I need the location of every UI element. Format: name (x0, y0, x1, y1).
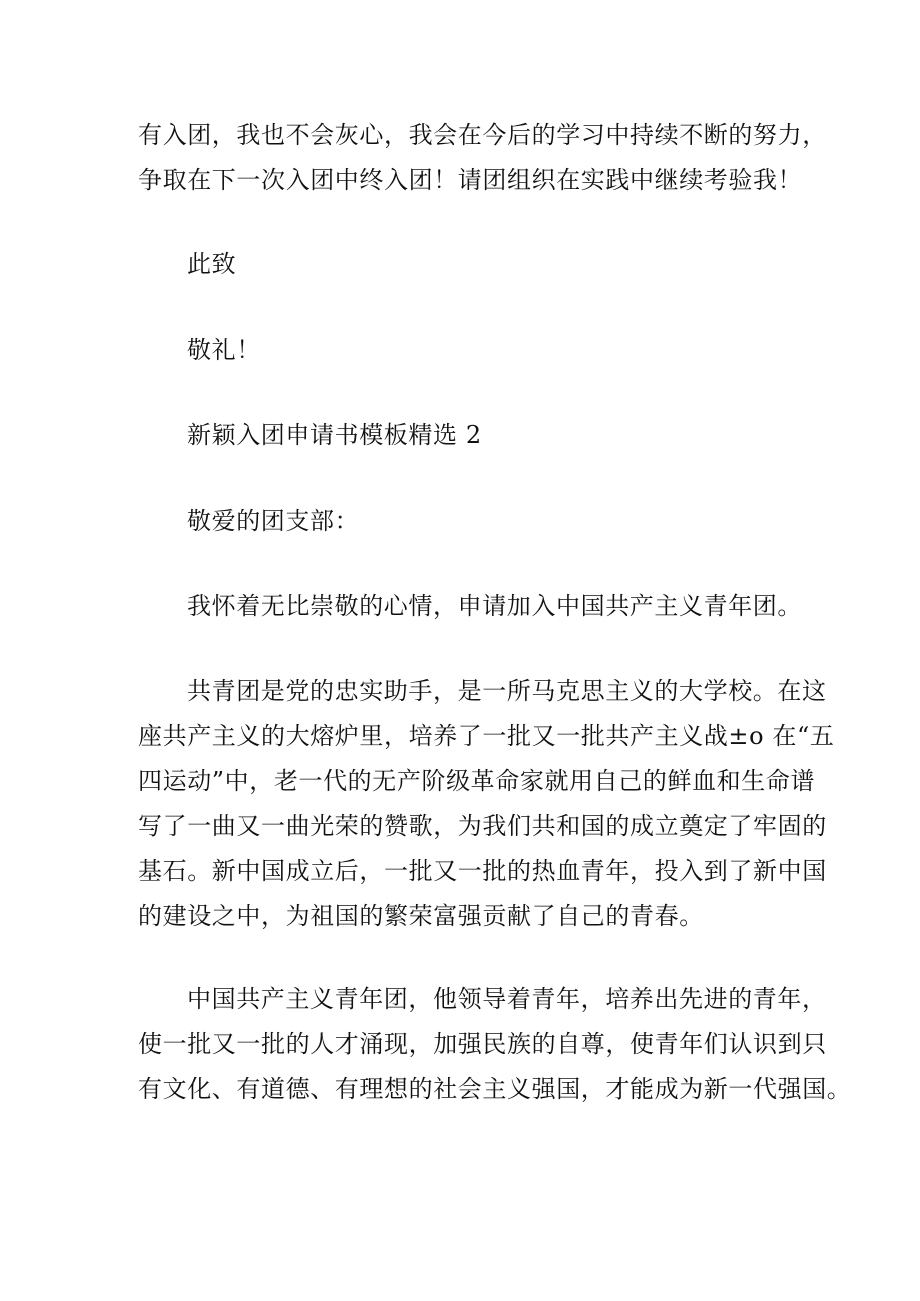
section-title: 新颖入团申请书模板精选 2 (187, 421, 482, 449)
text-line: 有入团，我也不会灰心，我会在今后的学习中持续不断的努力， (138, 121, 827, 149)
text-line: 使一批又一批的人才涌现，加强民族的自尊，使青年们认识到只 (138, 1030, 827, 1058)
text-line: 四运动”中，老一代的无产阶级革命家就用自己的鲜血和生命谱 (138, 767, 816, 795)
text-line: 的建设之中，为祖国的繁荣富强贡献了自己的青春。 (138, 902, 704, 930)
text-line: 争取在下一次入团中终入团！请团组织在实践中继续考验我！ (138, 166, 803, 194)
greeting: 敬爱的团支部： (187, 507, 360, 535)
text-line: 基石。新中国成立后，一批又一批的热血青年，投入到了新中国 (138, 857, 827, 885)
text-line: 写了一曲又一曲光荣的赞歌，为我们共和国的成立奠定了牢固的 (138, 812, 827, 840)
closing-salutation: 此致 (187, 250, 237, 278)
paragraph-intro: 我怀着无比崇敬的心情，申请加入中国共产主义青年团。 (187, 592, 802, 620)
text-line: 共青团是党的忠实助手，是一所马克思主义的大学校。在这 (187, 677, 827, 705)
text-line: 中国共产主义青年团，他领导着青年，培养出先进的青年， (187, 985, 827, 1013)
closing-regards: 敬礼！ (187, 336, 261, 364)
text-line: 有文化、有道德、有理想的社会主义强国，才能成为新一代强国。 (138, 1075, 852, 1103)
text-line: 座共产主义的大熔炉里，培养了一批又一批共产主义战±o 在“五 (138, 722, 835, 750)
